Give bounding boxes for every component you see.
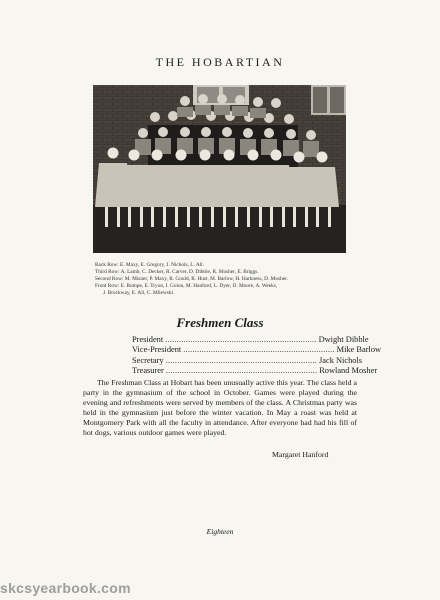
class-photo [93,85,346,253]
section-title: Freshmen Class [176,315,264,330]
officer-role: Secretary [132,355,164,365]
class-report-paragraph: The Freshman Class at Hobart has been unusually active this year. The class held a party in the gymnasium of the school in October. Games were played during the evening and refreshments were served by members of the class. A Christmas party was held in the gymnasium just before the winter vacation. In May a roast was held at Montgomery Park with all the faculty in attendance. After everyone had had his fill of hot dogs, various outdoor games were played. [83,378,357,437]
officer-name: Rowland Mosher [319,365,378,375]
caption-front-row: Front Row: E. Rumpe, E. Tryon, I. Golon, M. Hanford, L. Dyer, D. Moore, A. Weeks, [95,283,278,289]
officer-treasurer [132,365,378,376]
officer-name: Jack Nichols [319,355,363,365]
leader-dots: .................................................................. [165,335,317,344]
author-signature: Margaret Hanford [272,450,329,459]
page-number: Eighteen [206,527,234,536]
photo-caption [95,262,365,297]
leader-dots: .................................................................. [165,365,318,375]
officer-role: Treasurer [132,365,164,375]
class-photo-image [93,85,346,253]
officer-role: President [132,335,164,344]
officers-list [132,335,382,376]
officer-vice-president [132,345,382,355]
leader-dots: .................................................................. [183,345,335,355]
officer-secretary [132,355,363,366]
officer-president [132,335,369,345]
running-title: THE HOBARTIAN [155,55,285,69]
caption-third-row: Third Row: A. Lamb, C. Decker, R. Carver, D. Dibble, R. Mosher, E. Briggs. [95,269,259,275]
caption-second-row: Second Row: M. Misner, P. Maxy, R. Gould, R. Hust, M. Barlow, H. Harkness, D. Mosher. [95,276,288,282]
leader-dots: .................................................................. [165,355,318,365]
site-watermark: skcsyearbook.com [0,580,131,596]
officer-name: Dwight Dibble [318,335,369,344]
caption-back-row: Back Row: E. Maxy, E. Gregory, J. Nichols, L. All. [95,262,204,268]
caption-front-row-cont: J. Brockway, E. All, C. Milewski. [103,290,175,296]
officer-name: Mike Barlow [336,345,382,355]
officer-role: Vice-President [132,345,182,355]
